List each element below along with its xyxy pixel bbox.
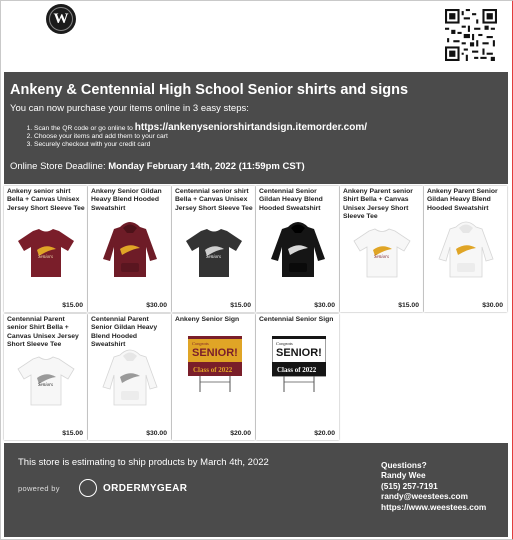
product-name: Centennial Senior Gildan Heavy Blend Hooded Sweatshirt	[259, 188, 323, 212]
svg-text:Congrats: Congrats	[192, 341, 209, 346]
white-hoodie-image	[438, 219, 494, 279]
contact-name: Randy Wee	[381, 470, 426, 481]
product-card[interactable]	[4, 186, 87, 312]
store-deadline: Online Store Deadline: Monday February 14th, 2022 (11:59pm CST)	[10, 161, 305, 172]
svg-text:Class of 2022: Class of 2022	[193, 366, 233, 374]
step-2: 2. Choose your items and add them to your cart	[34, 133, 367, 141]
contact-email[interactable]: randy@weestees.com	[381, 491, 468, 502]
svg-text:Seniors: Seniors	[38, 255, 53, 260]
powered-by-label: powered by	[18, 484, 60, 493]
product-name: Centennial Parent Senior Gildan Heavy Blend Hooded Sweatshirt	[91, 316, 158, 349]
qr-code[interactable]	[445, 9, 497, 61]
step-3: 3. Securely checkout with your credit card	[34, 141, 367, 149]
step-1: 1. Scan the QR code or go online to https://ankenyseniorshirtandsign.itemorder.com/	[34, 124, 367, 133]
svg-text:Seniors: Seniors	[38, 383, 53, 388]
product-card[interactable]	[88, 314, 171, 440]
white-tshirt-image	[17, 356, 75, 406]
svg-text:Class of 2022: Class of 2022	[277, 366, 317, 374]
white-hoodie-image	[102, 347, 158, 407]
steps-list	[4, 124, 367, 149]
store-header	[4, 72, 508, 184]
product-price: $30.00	[146, 430, 167, 437]
contact-website[interactable]: https://www.weestees.com	[381, 501, 487, 512]
product-card[interactable]	[340, 186, 423, 312]
store-url-link[interactable]: https://ankenyseniorshirtandsign.itemorder.com/	[134, 122, 368, 133]
centennial-yard-sign-image	[272, 336, 326, 396]
product-price: $30.00	[314, 302, 335, 309]
store-logo: W	[46, 4, 76, 34]
contact-phone[interactable]: (515) 257-7191	[381, 480, 438, 491]
product-name: Centennial senior shirt Bella + Canvas Unisex Jersey Short Sleeve Tee	[175, 188, 253, 212]
ordermygear-logo-icon	[79, 479, 97, 497]
store-subtitle: You can now purchase your items online in 3 easy steps:	[10, 103, 249, 114]
ordermygear-brand[interactable]: ORDERMYGEAR	[103, 483, 188, 494]
white-tshirt-image	[353, 228, 411, 278]
product-price: $15.00	[62, 430, 83, 437]
product-card[interactable]	[172, 314, 255, 440]
svg-text:Seniors: Seniors	[206, 255, 221, 260]
product-price: $30.00	[146, 302, 167, 309]
product-name: Ankeny Parent Senior Gildan Heavy Blend Hooded Sweatshirt	[427, 188, 498, 212]
store-title: Ankeny & Centennial High School Senior shirts and signs	[10, 82, 409, 98]
questions-heading: Questions?	[381, 460, 427, 470]
svg-text:SENIOR!: SENIOR!	[192, 347, 238, 359]
store-footer	[4, 443, 508, 537]
black-hoodie-image	[270, 219, 326, 279]
product-name: Ankeny Senior Sign	[175, 316, 240, 323]
product-price: $15.00	[398, 302, 419, 309]
product-name: Ankeny Parent senior Shirt Bella + Canvas Unisex Jersey Short Sleeve Tee	[343, 188, 413, 221]
product-price: $20.00	[230, 430, 251, 437]
product-price: $15.00	[62, 302, 83, 309]
product-card[interactable]	[256, 186, 339, 312]
charcoal-tshirt-image	[185, 228, 243, 278]
product-name: Ankeny Senior Gildan Heavy Blend Hooded Sweatshirt	[91, 188, 162, 212]
product-card[interactable]	[424, 186, 507, 312]
product-price: $15.00	[230, 302, 251, 309]
product-card[interactable]	[172, 186, 255, 312]
product-card[interactable]	[4, 314, 87, 440]
svg-text:Congrats: Congrats	[276, 341, 293, 346]
product-price: $20.00	[314, 430, 335, 437]
product-name: Centennial Senior Sign	[259, 316, 334, 323]
ship-date-note: This store is estimating to ship products by March 4th, 2022	[18, 457, 269, 468]
maroon-tshirt-image	[17, 228, 75, 278]
product-price: $30.00	[482, 302, 503, 309]
product-card[interactable]	[256, 314, 339, 440]
maroon-hoodie-image	[102, 219, 158, 279]
product-name: Centennial Parent senior Shirt Bella + Canvas Unisex Jersey Short Sleeve Tee	[7, 316, 79, 349]
product-card[interactable]	[88, 186, 171, 312]
svg-text:Seniors: Seniors	[374, 255, 389, 260]
product-name: Ankeny senior shirt Bella + Canvas Unisex Jersey Short Sleeve Tee	[7, 188, 85, 212]
ankeny-yard-sign-image	[188, 336, 242, 396]
svg-text:SENIOR!: SENIOR!	[276, 347, 322, 359]
contact-block	[381, 460, 486, 512]
